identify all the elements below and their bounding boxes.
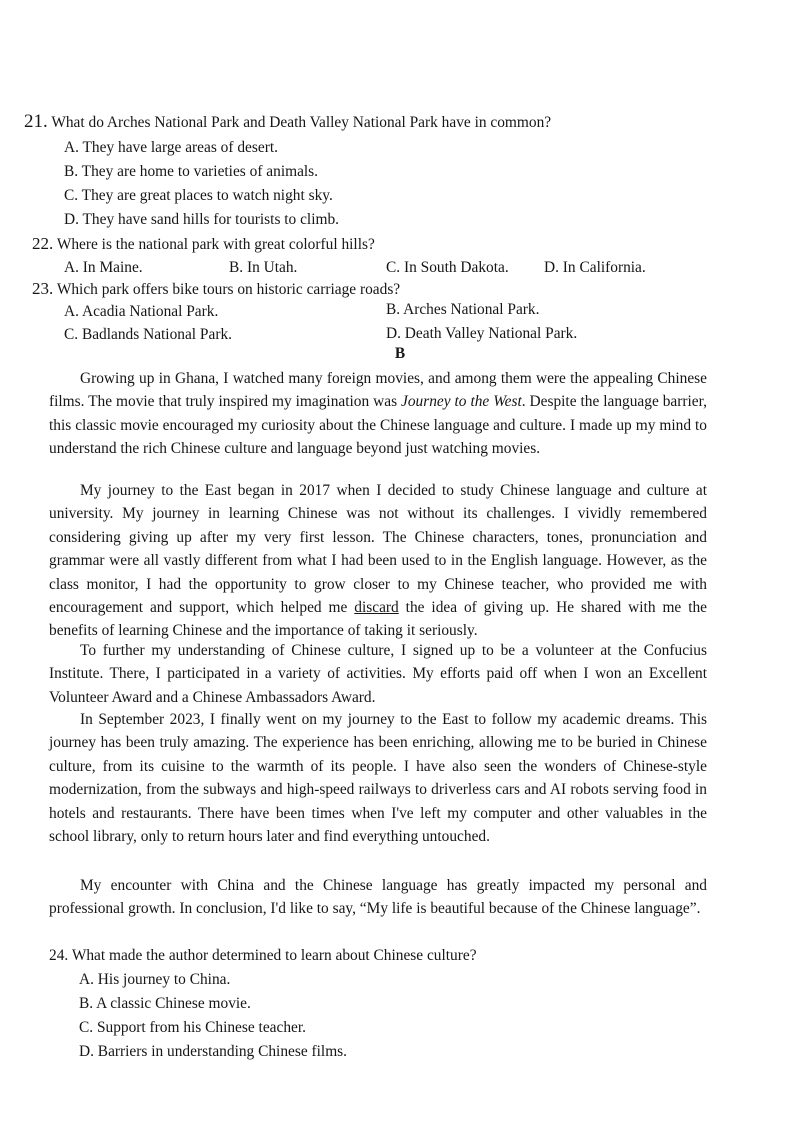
passage-paragraph-2 (49, 479, 707, 643)
question-number: 21. (24, 111, 48, 132)
option-23-b: B. Arches National Park. (386, 301, 540, 318)
question-number: 22. (32, 234, 54, 253)
question-22 (32, 232, 375, 256)
question-text: Where is the national park with great colorful hills? (56, 236, 375, 253)
passage-paragraph-5: My encounter with China and the Chinese language has greatly impacted my personal and professional growth. In conclusion, I'd like to say, “My life is beautiful because of the Chinese language”. (49, 877, 707, 918)
passage-paragraph-3: To further my understanding of Chinese culture, I signed up to be a volunteer at the Confucius Institute. There, I participated in a variety of activities. My efforts paid off when I won an Excellent Volunteer Award and a Chinese Ambassadors Award. (49, 642, 707, 706)
movie-title: Journey to the West (401, 393, 522, 411)
passage-heading: B (394, 345, 406, 362)
option-24-a: A. His journey to China. (79, 971, 231, 988)
passage-paragraph-4: In September 2023, I finally went on my journey to the East to follow my academic dreams. This journey has been truly amazing. The experience has been enriching, allowing me to be buried in Chinese culture, from its cuisine to the warmth of its people. I have also seen the wonders of Chinese-style modernization, from the subways and high-speed railways to driverless cars and AI robots serving food in hotels and restaurants. There have been times when I've left my computer and other valuables in the school library, only to return hours later and find everything untouched. (49, 711, 707, 846)
paragraph-text: . Despite the language barrier, this classic movie encouraged my curiosity about the Chinese language and culture. I made up my mind to understand the rich Chinese culture and language beyond just watching movies. (49, 393, 707, 458)
passage-paragraph-1 (49, 367, 707, 461)
option-21-c: C. They are great places to watch night sky. (64, 187, 333, 204)
option-22-c: C. In South Dakota. (386, 259, 509, 276)
option-24-b: B. A classic Chinese movie. (79, 995, 251, 1012)
paragraph-text: the idea of giving up. He shared with me the benefits of learning Chinese and the importance of taking it seriously. (49, 599, 707, 640)
question-21 (24, 110, 551, 134)
question-24 (49, 944, 477, 967)
option-21-a: A. They have large areas of desert. (64, 139, 278, 156)
option-21-b: B. They are home to varieties of animals. (64, 163, 319, 180)
option-23-d: D. Death Valley National Park. (386, 325, 578, 342)
option-23-c: C. Badlands National Park. (64, 326, 232, 343)
option-23-a: A. Acadia National Park. (64, 303, 219, 320)
underlined-word: discard (354, 599, 399, 617)
paragraph-text: My journey to the East began in 2017 when I decided to study Chinese language and culture at university. My journey in learning Chinese was not without its challenges. I vividly remembered considering giving up after my very first lesson. The Chinese characters, tones, pronunciation and grammar were all vastly different from what I had been used to in the English language. However, as the class monitor, I had the opportunity to grow closer to my Chinese teacher, who provided me with encouragement and support, which helped me (49, 482, 707, 617)
question-text: What do Arches National Park and Death Valley National Park have in common? (51, 114, 552, 131)
option-22-a: A. In Maine. (64, 259, 143, 276)
question-text: What made the author determined to learn about Chinese culture? (71, 947, 477, 964)
option-24-c: C. Support from his Chinese teacher. (79, 1019, 306, 1036)
option-21-d: D. They have sand hills for tourists to climb. (64, 211, 340, 228)
question-23 (32, 277, 400, 301)
option-22-b: B. In Utah. (229, 259, 298, 276)
paragraph-text: Growing up in Ghana, I watched many foreign movies, and among them were the appealing Chinese films. The movie that truly inspired my imagination was (49, 370, 707, 411)
question-text: Which park offers bike tours on historic carriage roads? (56, 281, 401, 298)
option-22-d: D. In California. (544, 259, 646, 276)
question-number: 23. (32, 279, 54, 298)
question-number: 24. (49, 947, 69, 964)
option-24-d: D. Barriers in understanding Chinese films. (79, 1043, 348, 1060)
